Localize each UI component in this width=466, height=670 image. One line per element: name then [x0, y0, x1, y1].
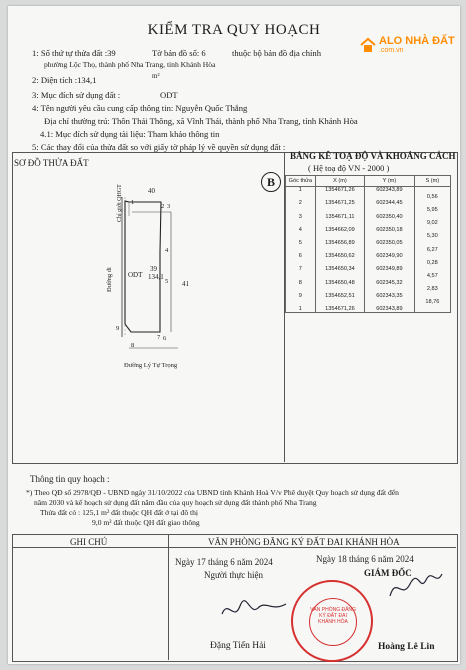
coordinate-cell-s: 18,76	[414, 299, 450, 306]
planning-line-4: 9,0 m² đất thuộc QH đất giao thông	[92, 518, 200, 527]
coordinate-cell-y	[365, 246, 415, 253]
note-label: GHI CHÚ	[70, 537, 108, 547]
coordinate-row	[286, 194, 451, 201]
info-address: Địa chỉ thường trú: Thôn Thái Thông, xã Vĩnh Thái, thành phố Nha Trang, tỉnh Khánh Hòa	[44, 116, 358, 126]
planning-line-1: *) Theo QĐ số 2978/QĐ - UBND ngày 31/10/2022 của UBND tỉnh Khánh Hoà V/v Phê duyệt Quy hoạch sử dụng đất đến	[26, 488, 399, 497]
coordinate-cell-corner	[286, 207, 316, 214]
neighbour-parcel-right: 41	[182, 280, 189, 288]
coordinate-cell-x	[315, 260, 365, 267]
coordinate-row	[286, 260, 451, 267]
coordinate-cell-s: 4,57	[414, 273, 450, 280]
coordinate-cell-corner	[286, 194, 316, 201]
coordinate-cell-y: 602343,89	[365, 187, 415, 194]
parcel-no: 39	[150, 265, 157, 273]
signer-right: Hoàng Lê Lin	[378, 642, 435, 652]
coordinate-cell-y: 602350,18	[365, 227, 415, 234]
coordinate-row	[286, 266, 451, 273]
coordinate-row	[286, 293, 451, 300]
coordinate-cell-corner: 5	[286, 240, 316, 247]
stamp-text: VĂN PHÒNG ĐĂNG KÝ ĐẤT ĐAI KHÁNH HÒA	[310, 607, 356, 625]
official-stamp	[291, 580, 373, 662]
coordinate-cell-corner: 6	[286, 253, 316, 260]
coordinate-cell-s: 0,56	[414, 194, 450, 201]
map-set: thuộc bộ bản đồ địa chính	[232, 48, 322, 58]
coordinate-cell-x: 1354652,51	[315, 293, 365, 300]
watermark	[360, 36, 455, 54]
road-left-label: Đường đi	[106, 267, 113, 292]
coordinate-cell-corner: 8	[286, 279, 316, 286]
coordinate-cell-s: 6,27	[414, 246, 450, 253]
coordinate-cell-y: 602349,89	[365, 266, 415, 273]
coordinate-cell-s: 5,30	[414, 233, 450, 240]
info-area	[32, 72, 160, 85]
watermark-brand: ALO NHÀ ĐẤT	[379, 35, 455, 47]
coordinate-cell-x	[315, 299, 365, 306]
coordinate-cell-y: 602345,32	[365, 279, 415, 286]
coordinate-cell-corner	[286, 233, 316, 240]
coordinate-cell-y	[365, 273, 415, 280]
usage-value: ODT	[160, 90, 178, 100]
date-left: Ngày 17 tháng 6 năm 2024	[175, 557, 273, 567]
signature-divider	[168, 534, 169, 660]
parcel-number: 1: Số thứ tự thửa đất :39	[32, 48, 116, 58]
coordinate-cell-corner	[286, 286, 316, 293]
road-bottom-label: Đường Lý Tự Trọng	[124, 362, 178, 369]
info-line-1	[32, 48, 322, 58]
coordinate-row	[286, 220, 451, 227]
coordinate-cell-corner: 7	[286, 266, 316, 273]
coordinate-cell-x	[315, 207, 365, 214]
coordinate-cell-corner: 4	[286, 227, 316, 234]
coordinate-cell-y	[365, 299, 415, 306]
coordinate-table	[285, 175, 451, 313]
info-purpose: 4.1: Mục đích sử dụng tài liệu: Tham khảo thông tin	[40, 129, 220, 139]
role-left: Người thực hiện	[204, 570, 264, 580]
role-right: GIÁM ĐỐC	[364, 568, 412, 578]
coordinate-cell-corner: 3	[286, 213, 316, 220]
coordinate-row	[286, 306, 451, 313]
coordinate-cell-y: 602343,35	[365, 293, 415, 300]
point-label-5: 5	[165, 278, 169, 285]
coordinate-cell-y: 602350,05	[365, 240, 415, 247]
coordinate-cell-s	[414, 200, 450, 207]
coordinate-cell-x	[315, 233, 365, 240]
signature-header-line	[12, 547, 456, 548]
coordinate-cell-y	[365, 220, 415, 227]
coordinate-cell-s	[414, 279, 450, 286]
coordinate-cell-s	[414, 293, 450, 300]
coordinate-row	[286, 187, 451, 194]
coordinate-cell-x	[315, 246, 365, 253]
coordinate-cell-x: 1354650,48	[315, 279, 365, 286]
coordinate-cell-s: 0,28	[414, 260, 450, 267]
header-x: X (m)	[315, 176, 365, 187]
header-s: S (m)	[414, 176, 450, 187]
point-label-3: 3	[167, 203, 171, 210]
coordinate-row	[286, 299, 451, 306]
page-title: KIỂM TRA QUY HOẠCH	[147, 22, 321, 38]
coordinate-cell-s	[414, 266, 450, 273]
coordinate-cell-corner	[286, 220, 316, 227]
point-label-1: 1	[131, 199, 135, 206]
stamp-center	[309, 598, 357, 646]
area-unit: m²	[152, 72, 160, 80]
point-label-2: 2	[161, 203, 165, 210]
coordinate-cell-y	[365, 260, 415, 267]
coordinate-cell-y	[365, 207, 415, 214]
office-name: VĂN PHÒNG ĐĂNG KÝ ĐẤT ĐAI KHÁNH HÒA	[208, 537, 400, 547]
coordinate-cell-x: 1354671,11	[315, 213, 365, 220]
signature-right	[386, 566, 446, 606]
coordinate-cell-x: 1354671,26	[315, 306, 365, 313]
neighbour-parcel-top: 40	[148, 187, 155, 195]
coordinate-row	[286, 213, 451, 220]
header-corner: Góc thửa	[286, 176, 316, 187]
coordinate-cell-x: 1354671,26	[315, 187, 365, 194]
coord-subtitle: ( Hệ toạ độ VN - 2000 )	[308, 163, 390, 173]
signature-left	[220, 594, 290, 624]
coord-title: BẢNG KÊ TOẠ ĐỘ VÀ KHOẢNG CÁCH	[290, 151, 456, 161]
coordinate-cell-x: 1354650,62	[315, 253, 365, 260]
coordinate-cell-x	[315, 286, 365, 293]
house-icon	[360, 37, 376, 53]
coordinate-cell-s: 9,02	[414, 220, 450, 227]
coordinate-header-row	[286, 176, 451, 187]
date-right: Ngày 18 tháng 6 năm 2024	[316, 554, 414, 564]
coordinate-cell-s	[414, 227, 450, 234]
coordinate-cell-y	[365, 233, 415, 240]
info-changes: 5: Các thay đổi của thửa đất so với giấy tờ pháp lý về quyền sử dụng đất :	[32, 142, 286, 152]
coordinate-cell-corner: 1	[286, 306, 316, 313]
coordinate-row	[286, 200, 451, 207]
area-value: 2: Diện tích :134,1	[32, 75, 97, 85]
coordinate-cell-s	[414, 213, 450, 220]
info-ward: phường Lộc Thọ, thành phố Nha Trang, tỉnh Khánh Hòa	[44, 60, 216, 69]
document-sheet	[8, 6, 460, 664]
info-requester: 4: Tên người yêu cầu cung cấp thông tin: Nguyễn Quốc Thắng	[32, 103, 248, 113]
coordinate-row	[286, 227, 451, 234]
point-label-7: 7	[157, 334, 161, 341]
coordinate-row	[286, 246, 451, 253]
planning-line-2: năm 2030 và kế hoạch sử dụng đất năm đầu của quy hoạch sử dụng đất thành phố Nha Trang	[34, 498, 317, 507]
parcel-area: 134,1	[148, 273, 164, 281]
point-label-8: 8	[131, 342, 135, 349]
signer-left: Đặng Tiến Hải	[210, 641, 266, 651]
coordinate-cell-s: 5,95	[414, 207, 450, 214]
point-label-9: 9	[116, 325, 120, 332]
coordinate-cell-s	[414, 253, 450, 260]
coordinate-cell-s	[414, 306, 450, 313]
map-sheet: Tờ bản đồ số: 6	[152, 48, 206, 58]
coordinate-cell-corner	[286, 260, 316, 267]
coordinate-cell-corner: 2	[286, 200, 316, 207]
coordinate-cell-corner: 9	[286, 293, 316, 300]
info-usage	[32, 90, 178, 100]
coordinate-cell-s	[414, 187, 450, 194]
coordinate-cell-y: 602350,40	[365, 213, 415, 220]
coordinate-row	[286, 233, 451, 240]
header-y: Y (m)	[365, 176, 415, 187]
coordinate-cell-y: 602349,90	[365, 253, 415, 260]
point-label-4: 4	[165, 247, 169, 254]
coordinate-cell-corner: 1	[286, 187, 316, 194]
coordinate-cell-y	[365, 286, 415, 293]
coordinate-cell-x: 1354671,25	[315, 200, 365, 207]
coordinate-cell-x	[315, 194, 365, 201]
corridor-label: Chỉ giới QHGT	[117, 184, 123, 222]
map-title: SƠ ĐỒ THỬA ĐẤT	[14, 158, 89, 168]
planning-line-3: Thửa đất có : 125,1 m² đất thuộc QH đất ở tại đô thị	[40, 508, 199, 517]
coordinate-row	[286, 286, 451, 293]
coordinate-cell-y	[365, 194, 415, 201]
coordinate-cell-corner	[286, 299, 316, 306]
coordinate-cell-corner	[286, 246, 316, 253]
coordinate-row	[286, 240, 451, 247]
coordinate-cell-y: 602343,89	[365, 306, 415, 313]
coordinate-row	[286, 273, 451, 280]
coordinate-cell-x	[315, 273, 365, 280]
parcel-map	[12, 152, 284, 462]
coordinate-cell-y: 602344,45	[365, 200, 415, 207]
coordinate-cell-corner	[286, 273, 316, 280]
coordinate-row	[286, 279, 451, 286]
usage-label: 3: Mục đích sử dụng đất :	[32, 90, 121, 100]
planning-title: Thông tin quy hoạch :	[30, 474, 110, 484]
point-label-6: 6	[163, 335, 167, 342]
coordinate-cell-s	[414, 240, 450, 247]
coordinate-cell-x	[315, 220, 365, 227]
coordinate-row	[286, 207, 451, 214]
watermark-url: .com.vn	[379, 47, 404, 54]
parcel-code: ODT	[128, 271, 143, 279]
coordinate-cell-x: 1354662,09	[315, 227, 365, 234]
coordinate-cell-x: 1354650,34	[315, 266, 365, 273]
marker-b: B	[261, 172, 281, 192]
coordinate-cell-x: 1354656,89	[315, 240, 365, 247]
coordinate-cell-s: 2,83	[414, 286, 450, 293]
coordinate-row	[286, 253, 451, 260]
